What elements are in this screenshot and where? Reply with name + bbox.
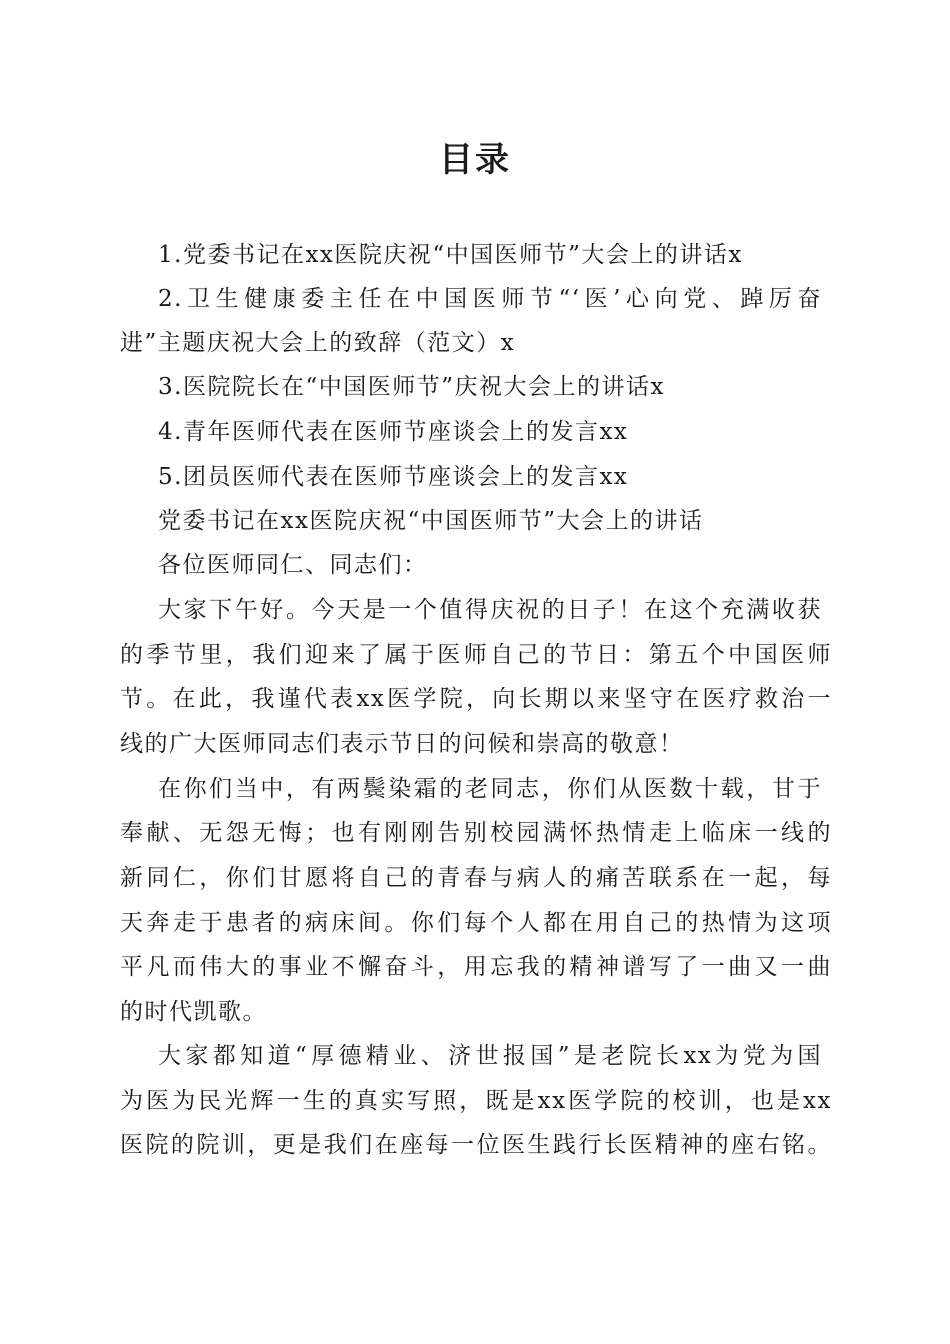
toc-item-1: 1.党委书记在xx医院庆祝“中国医师节”大会上的讲话x: [158, 242, 743, 268]
paragraph-line: 为医为民光辉一生的真实写照，既是xx医学院的校训，也是xx: [120, 1088, 832, 1114]
paragraph-line: 天奔走于患者的病床间。你们每个人都在用自己的热情为这项: [120, 910, 832, 936]
speech-title: 党委书记在xx医院庆祝“中国医师节”大会上的讲话: [158, 508, 704, 534]
toc-item-3: 3.医院院长在“中国医师节”庆祝大会上的讲话x: [158, 374, 665, 400]
paragraph-line: 的季节里，我们迎来了属于医师自己的节日：第五个中国医师: [120, 642, 832, 668]
paragraph-line: 奉献、无怨无悔；也有刚刚告别校园满怀热情走上临床一线的: [120, 820, 832, 846]
paragraph-line: 大家下午好。今天是一个值得庆祝的日子！在这个充满收获: [158, 597, 822, 623]
paragraph-line: 医院的院训，更是我们在座每一位医生践行长医精神的座右铭。: [120, 1132, 832, 1158]
toc-item-4: 4.青年医师代表在医师节座谈会上的发言xx: [158, 419, 629, 445]
salutation: 各位医师同仁、同志们：: [158, 552, 428, 578]
paragraph-line: 线的广大医师同志们表示节日的问候和崇高的敬意！: [120, 731, 684, 757]
page-title: 目录: [439, 140, 511, 180]
toc-item-5: 5.团员医师代表在医师节座谈会上的发言xx: [158, 464, 629, 490]
toc-item-2: 2.卫生健康委主任在中国医师节“‘医’心向党、踔厉奋: [158, 286, 822, 312]
paragraph-line: 的时代凯歌。: [120, 999, 267, 1025]
paragraph-line: 平凡而伟大的事业不懈奋斗，用忘我的精神谱写了一曲又一曲: [120, 954, 832, 980]
paragraph-line: 节。在此，我谨代表xx医学院，向长期以来坚守在医疗救治一: [120, 686, 832, 712]
toc-item-2-continued: 进”主题庆祝大会上的致辞（范文）x: [120, 330, 516, 356]
paragraph-line: 在你们当中，有两鬓染霜的老同志，你们从医数十载，甘于: [158, 776, 822, 802]
paragraph-line: 新同仁，你们甘愿将自己的青春与病人的痛苦联系在一起，每: [120, 865, 832, 891]
paragraph-line: 大家都知道“厚德精业、济世报国”是老院长xx为党为国: [158, 1043, 822, 1069]
